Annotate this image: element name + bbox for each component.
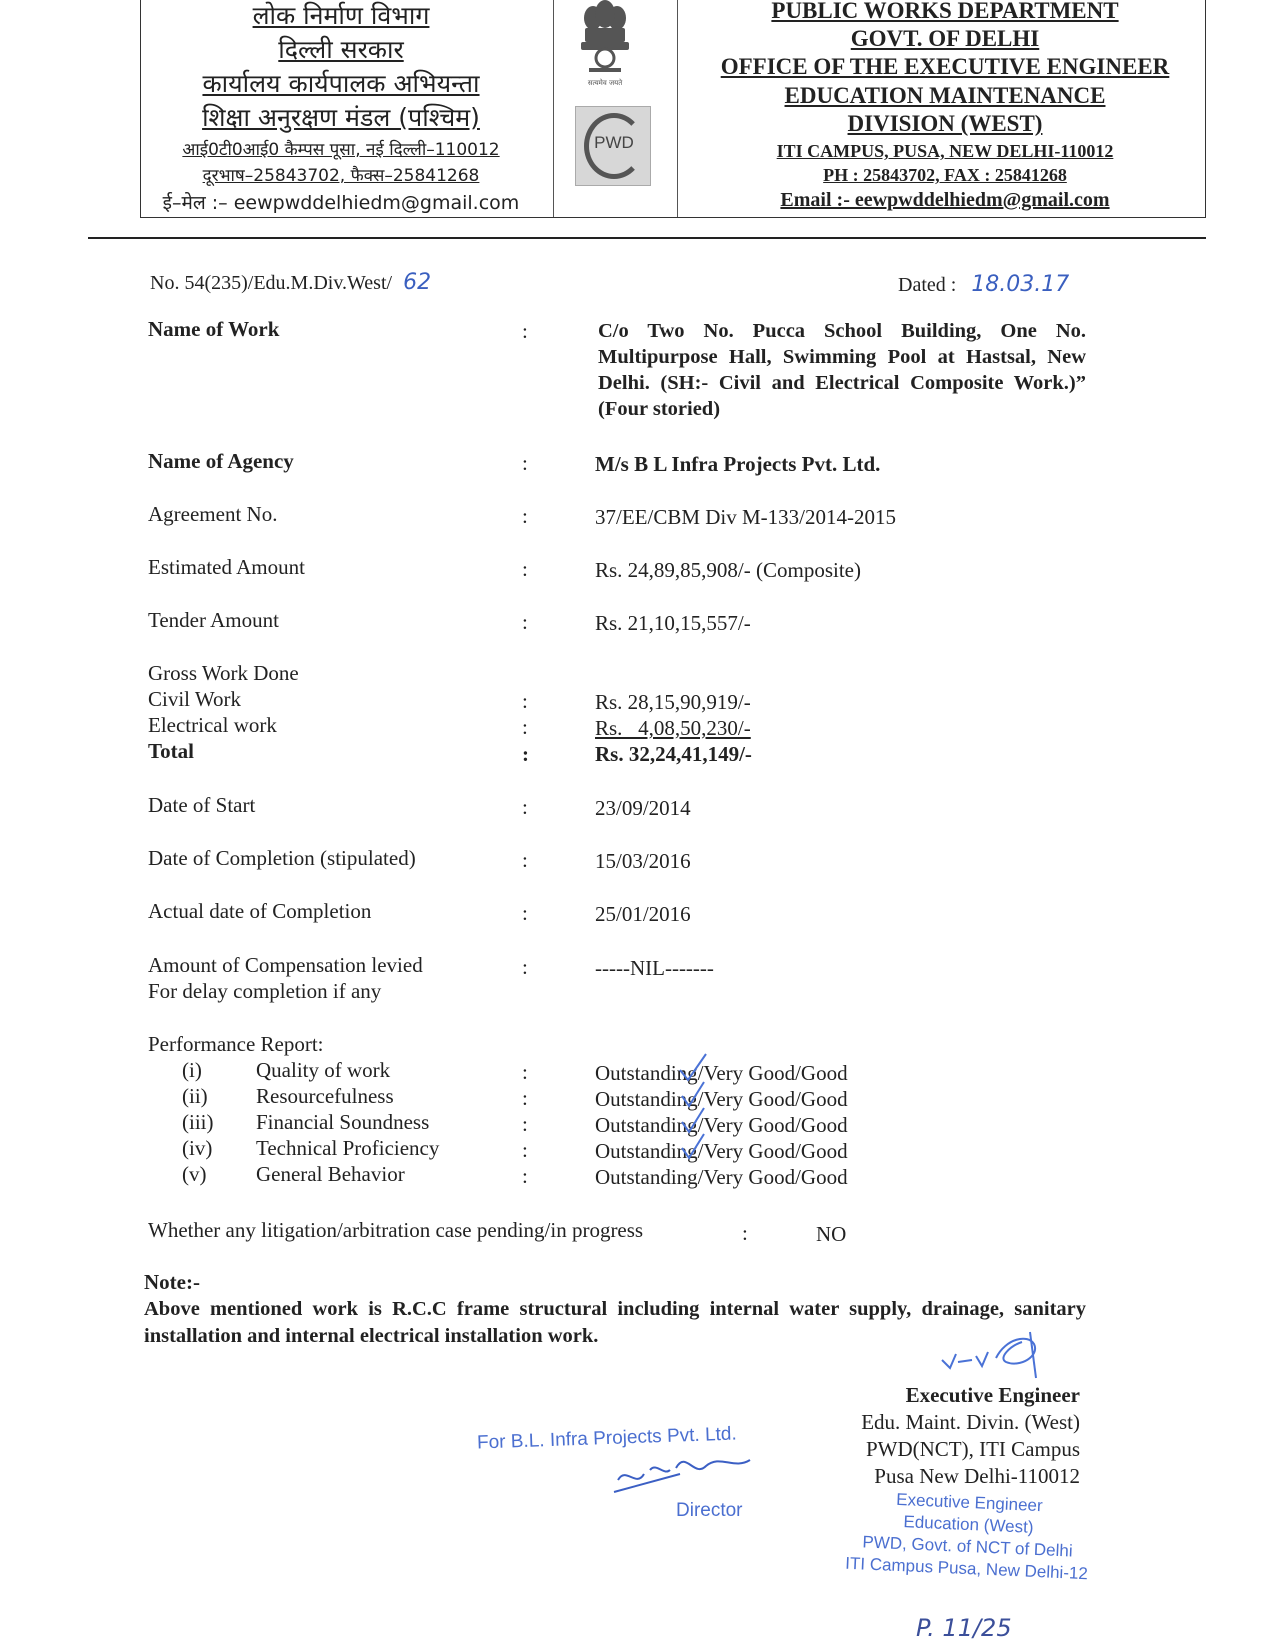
- signatory-address: Pusa New Delhi-110012: [874, 1464, 1080, 1488]
- civil-work-label: Civil Work: [148, 687, 242, 711]
- litigation-label: Whether any litigation/arbitration case pending/in progress: [148, 1218, 644, 1242]
- colon: :: [522, 504, 528, 528]
- dated-handwritten: 18.03.17: [971, 272, 1070, 297]
- eng-address: ITI CAMPUS, PUSA, NEW DELHI-110012: [776, 141, 1114, 161]
- colon: :: [522, 1060, 528, 1084]
- dated: [898, 272, 1069, 297]
- electrical-work-label: Electrical work: [148, 713, 277, 737]
- director-signature-icon: [610, 1440, 770, 1500]
- performance-item-num: (v): [182, 1162, 207, 1186]
- colon: :: [522, 451, 528, 475]
- signatory-office: PWD(NCT), ITI Campus: [865, 1437, 1080, 1461]
- signatory-division: Edu. Maint. Divin. (West): [861, 1410, 1080, 1434]
- tender-amount-value: Rs. 21,10,15,557/-: [595, 611, 751, 635]
- reference-number-handwritten: 62: [403, 270, 432, 295]
- colon: :: [522, 848, 528, 872]
- colon: :: [522, 319, 528, 343]
- header-rule: [88, 237, 1206, 239]
- colon: :: [522, 715, 528, 739]
- hindi-department: लोक निर्माण विभाग: [252, 1, 430, 30]
- compensation-label-line2: For delay completion if any: [148, 979, 382, 1003]
- total-value: Rs. 32,24,41,149/-: [595, 742, 752, 766]
- colon: :: [742, 1221, 748, 1245]
- performance-item-value: Outstanding/Very Good/Good: [595, 1139, 848, 1163]
- letterhead: [140, 0, 1206, 218]
- eng-education: EDUCATION MAINTENANCE: [784, 83, 1106, 108]
- ee-stamp-title: Executive Engineer: [895, 1489, 1044, 1516]
- estimated-amount-value: Rs. 24,89,85,908/- (Composite): [595, 558, 861, 582]
- name-of-agency-label: Name of Agency: [148, 449, 294, 473]
- eng-email: Email :- eewpwddelhiedm@gmail.com: [780, 189, 1110, 211]
- actual-date-completion-value: 25/01/2016: [595, 902, 691, 926]
- hindi-phone: दूरभाष–25843702, फैक्स–25841268: [202, 166, 480, 186]
- dated-label: Dated :: [898, 274, 957, 296]
- colon: :: [522, 1138, 528, 1162]
- colon: :: [522, 901, 528, 925]
- performance-item-label: Technical Proficiency: [256, 1136, 440, 1160]
- handwritten-check-marks-icon: [676, 1050, 720, 1190]
- performance-item-num: (iv): [182, 1136, 213, 1160]
- colon: :: [522, 689, 528, 713]
- agency-stamp-role: Director: [676, 1500, 743, 1521]
- compensation-label-line1: Amount of Compensation levied: [148, 953, 423, 977]
- ee-stamp-division: Education (West): [903, 1512, 1034, 1537]
- total-label: Total: [148, 739, 194, 763]
- eng-government: GOVT. OF DELHI: [850, 26, 1040, 51]
- hindi-government: दिल्ली सरकार: [278, 35, 404, 64]
- hindi-division: शिक्षा अनुरक्षण मंडल (पश्चिम): [202, 103, 480, 132]
- performance-item-num: (iii): [182, 1110, 214, 1134]
- eng-department: PUBLIC WORKS DEPARTMENT: [771, 0, 1119, 23]
- emblem-motto: सत्यमेव जयते: [587, 79, 623, 87]
- eng-division: DIVISION (WEST): [847, 111, 1043, 136]
- name-of-work-label: Name of Work: [148, 317, 280, 341]
- performance-item-label: Financial Soundness: [256, 1110, 430, 1134]
- name-of-work-value: C/o Two No. Pucca School Building, One No. Multipurpose Hall, Swimming Pool at Hastsal, New Delhi. (SH:- Civil and Electrical Composite Work.)” (Four storied): [598, 320, 1086, 420]
- executive-engineer-stamp: [836, 1486, 1100, 1585]
- colon: :: [522, 742, 529, 766]
- reference-number: [150, 270, 431, 295]
- tender-amount-label: Tender Amount: [148, 608, 279, 632]
- eng-phone: PH : 25843702, FAX : 25841268: [823, 165, 1067, 185]
- signatory-title: Executive Engineer: [905, 1383, 1080, 1407]
- pwd-logo: [575, 106, 651, 186]
- colon: :: [522, 1164, 528, 1188]
- performance-item-value: Outstanding/Very Good/Good: [595, 1087, 848, 1111]
- ee-stamp-office: PWD, Govt. of NCT of Delhi: [862, 1532, 1074, 1561]
- hindi-address: आई0टी0आई0 कैम्पस पूसा, नई दिल्ली–110012: [182, 140, 500, 160]
- date-completion-stipulated-value: 15/03/2016: [595, 849, 691, 873]
- gross-work-done-label: Gross Work Done: [148, 661, 299, 685]
- letterhead-divider-left: [553, 0, 554, 217]
- reference-number-prefix: No. 54(235)/Edu.M.Div.West/: [150, 272, 393, 294]
- colon: :: [522, 1086, 528, 1110]
- performance-item-num: (i): [182, 1058, 202, 1082]
- date-completion-stipulated-label: Date of Completion (stipulated): [148, 846, 416, 870]
- executive-engineer-signature-icon: [936, 1328, 1056, 1382]
- electrical-work-value: Rs. 4,08,50,230/-: [595, 716, 751, 740]
- agreement-no-value: 37/EE/CBM Div M-133/2014-2015: [595, 505, 897, 529]
- date-of-start-label: Date of Start: [148, 793, 256, 817]
- national-emblem-icon: [573, 0, 637, 91]
- ee-stamp-address: ITI Campus Pusa, New Delhi-12: [844, 1553, 1089, 1584]
- eng-office: OFFICE OF THE EXECUTIVE ENGINEER: [720, 54, 1170, 79]
- letterhead-divider-right: [677, 0, 678, 217]
- performance-item-value: Outstanding/Very Good/Good: [595, 1113, 848, 1137]
- pwd-logo-text: PWD: [594, 133, 634, 152]
- hindi-email: ई–मेल :– eewpwddelhiedm@gmail.com: [162, 192, 520, 214]
- signatory-block: [861, 1383, 1080, 1489]
- civil-work-value: Rs. 28,15,90,919/-: [595, 690, 751, 714]
- compensation-value: -----NIL-------: [595, 956, 714, 980]
- performance-item-label: Quality of work: [256, 1058, 391, 1082]
- actual-date-completion-label: Actual date of Completion: [148, 899, 372, 923]
- performance-item-label: Resourcefulness: [256, 1084, 394, 1108]
- date-of-start-value: 23/09/2014: [595, 796, 691, 820]
- note-title: Note:-: [144, 1270, 200, 1294]
- performance-item-value: Outstanding/Very Good/Good: [595, 1061, 848, 1085]
- colon: :: [522, 610, 528, 634]
- colon: :: [522, 955, 528, 979]
- performance-item-label: General Behavior: [256, 1162, 405, 1186]
- performance-item-value: Outstanding/Very Good/Good: [595, 1165, 848, 1189]
- hindi-office: कार्यालय कार्यपालक अभियन्ता: [202, 69, 480, 98]
- colon: :: [522, 557, 528, 581]
- performance-report-title: Performance Report:: [148, 1032, 324, 1056]
- estimated-amount-label: Estimated Amount: [148, 555, 305, 579]
- name-of-agency-value: M/s B L Infra Projects Pvt. Ltd.: [595, 452, 881, 476]
- performance-item-num: (ii): [182, 1084, 208, 1108]
- litigation-value: NO: [816, 1222, 847, 1246]
- colon: :: [522, 795, 528, 819]
- page-mark: P. 11/25: [916, 1614, 1012, 1642]
- agency-stamp-name: For B.L. Infra Projects Pvt. Ltd.: [476, 1423, 738, 1454]
- note-body: Above mentioned work is R.C.C frame structural including internal water supply, drainage, sanitary installation and internal electrical installation work.: [144, 1298, 1086, 1347]
- agreement-no-label: Agreement No.: [148, 502, 278, 526]
- colon: :: [522, 1112, 528, 1136]
